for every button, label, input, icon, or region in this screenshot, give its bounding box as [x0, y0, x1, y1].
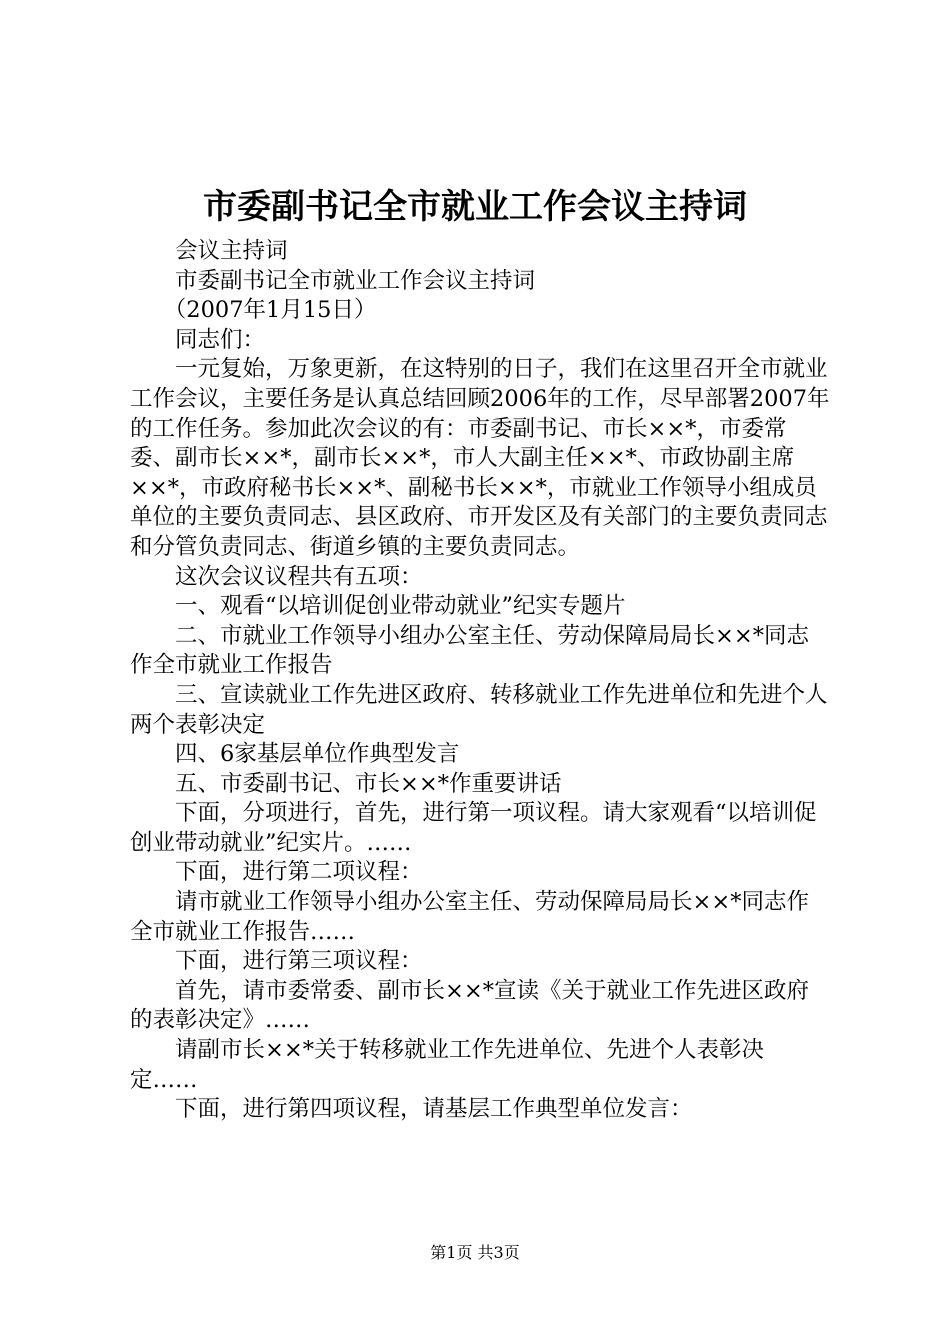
paragraph: 这次会议议程共有五项： [175, 563, 423, 590]
paragraph: 同志们： [175, 326, 266, 353]
agenda-item: 四、6家基层单位作典型发言 [175, 741, 460, 768]
paragraph: 请市就业工作领导小组办公室主任、劳动保障局局长××*同志作全市就业工作报告…… [130, 889, 809, 945]
paragraph: 下面，进行第四项议程，请基层工作典型单位发言： [175, 1096, 693, 1123]
page-footer: 第1页 共3页 [430, 1243, 520, 1262]
agenda-item: 三、宣读就业工作先进区政府、转移就业工作先进单位和先进个人两个表彰决定 [130, 681, 828, 738]
paragraph: 会议主持词 [175, 238, 288, 264]
paragraph: 下面，进行第三项议程： [175, 948, 423, 975]
agenda-item: 五、市委副书记、市长××*作重要讲话 [175, 770, 562, 797]
paragraph: 下面，分项进行，首先，进行第一项议程。请大家观看“以培训促创业带动就业”纪实片。…… [130, 800, 817, 856]
agenda-item: 二、市就业工作领导小组办公室主任、劳动保障局局长××*同志作全市就业工作报告 [130, 622, 809, 679]
paragraph: （2007年1月15日） [163, 297, 377, 324]
paragraph: 一元复始，万象更新，在这特别的日子，我们在这里召开全市就业工作会议，主要任务是认真总结回顾2006年的工作，尽早部署2007年的工作任务。参加此次会议的有：市委副书记、市长××*，市委常委、副市长××*，副市长××*，市人大副主任××*、市政协副主席××*，市政府秘书长××*、副秘书长××*，市就业工作领导小组成员单位的主要负责同志、县区政府、市开发区及有关部门的主要负责同志和分管负责同志、街道乡镇的主要负责同志。 [130, 356, 830, 560]
paragraph: 市委副书记全市就业工作会议主持词 [175, 267, 536, 294]
agenda-item: 一、观看“以培训促创业带动就业”纪实专题片 [175, 593, 626, 620]
paragraph: 首先，请市委常委、副市长××*宣读《关于就业工作先进区政府的表彰决定》…… [130, 977, 809, 1034]
paragraph: 下面，进行第二项议程： [175, 859, 423, 886]
document-title: 市委副书记全市就业工作会议主持词 [203, 187, 747, 227]
document-body [130, 237, 830, 1125]
paragraph: 请副市长××*关于转移就业工作先进单位、先进个人表彰决定…… [130, 1037, 764, 1093]
